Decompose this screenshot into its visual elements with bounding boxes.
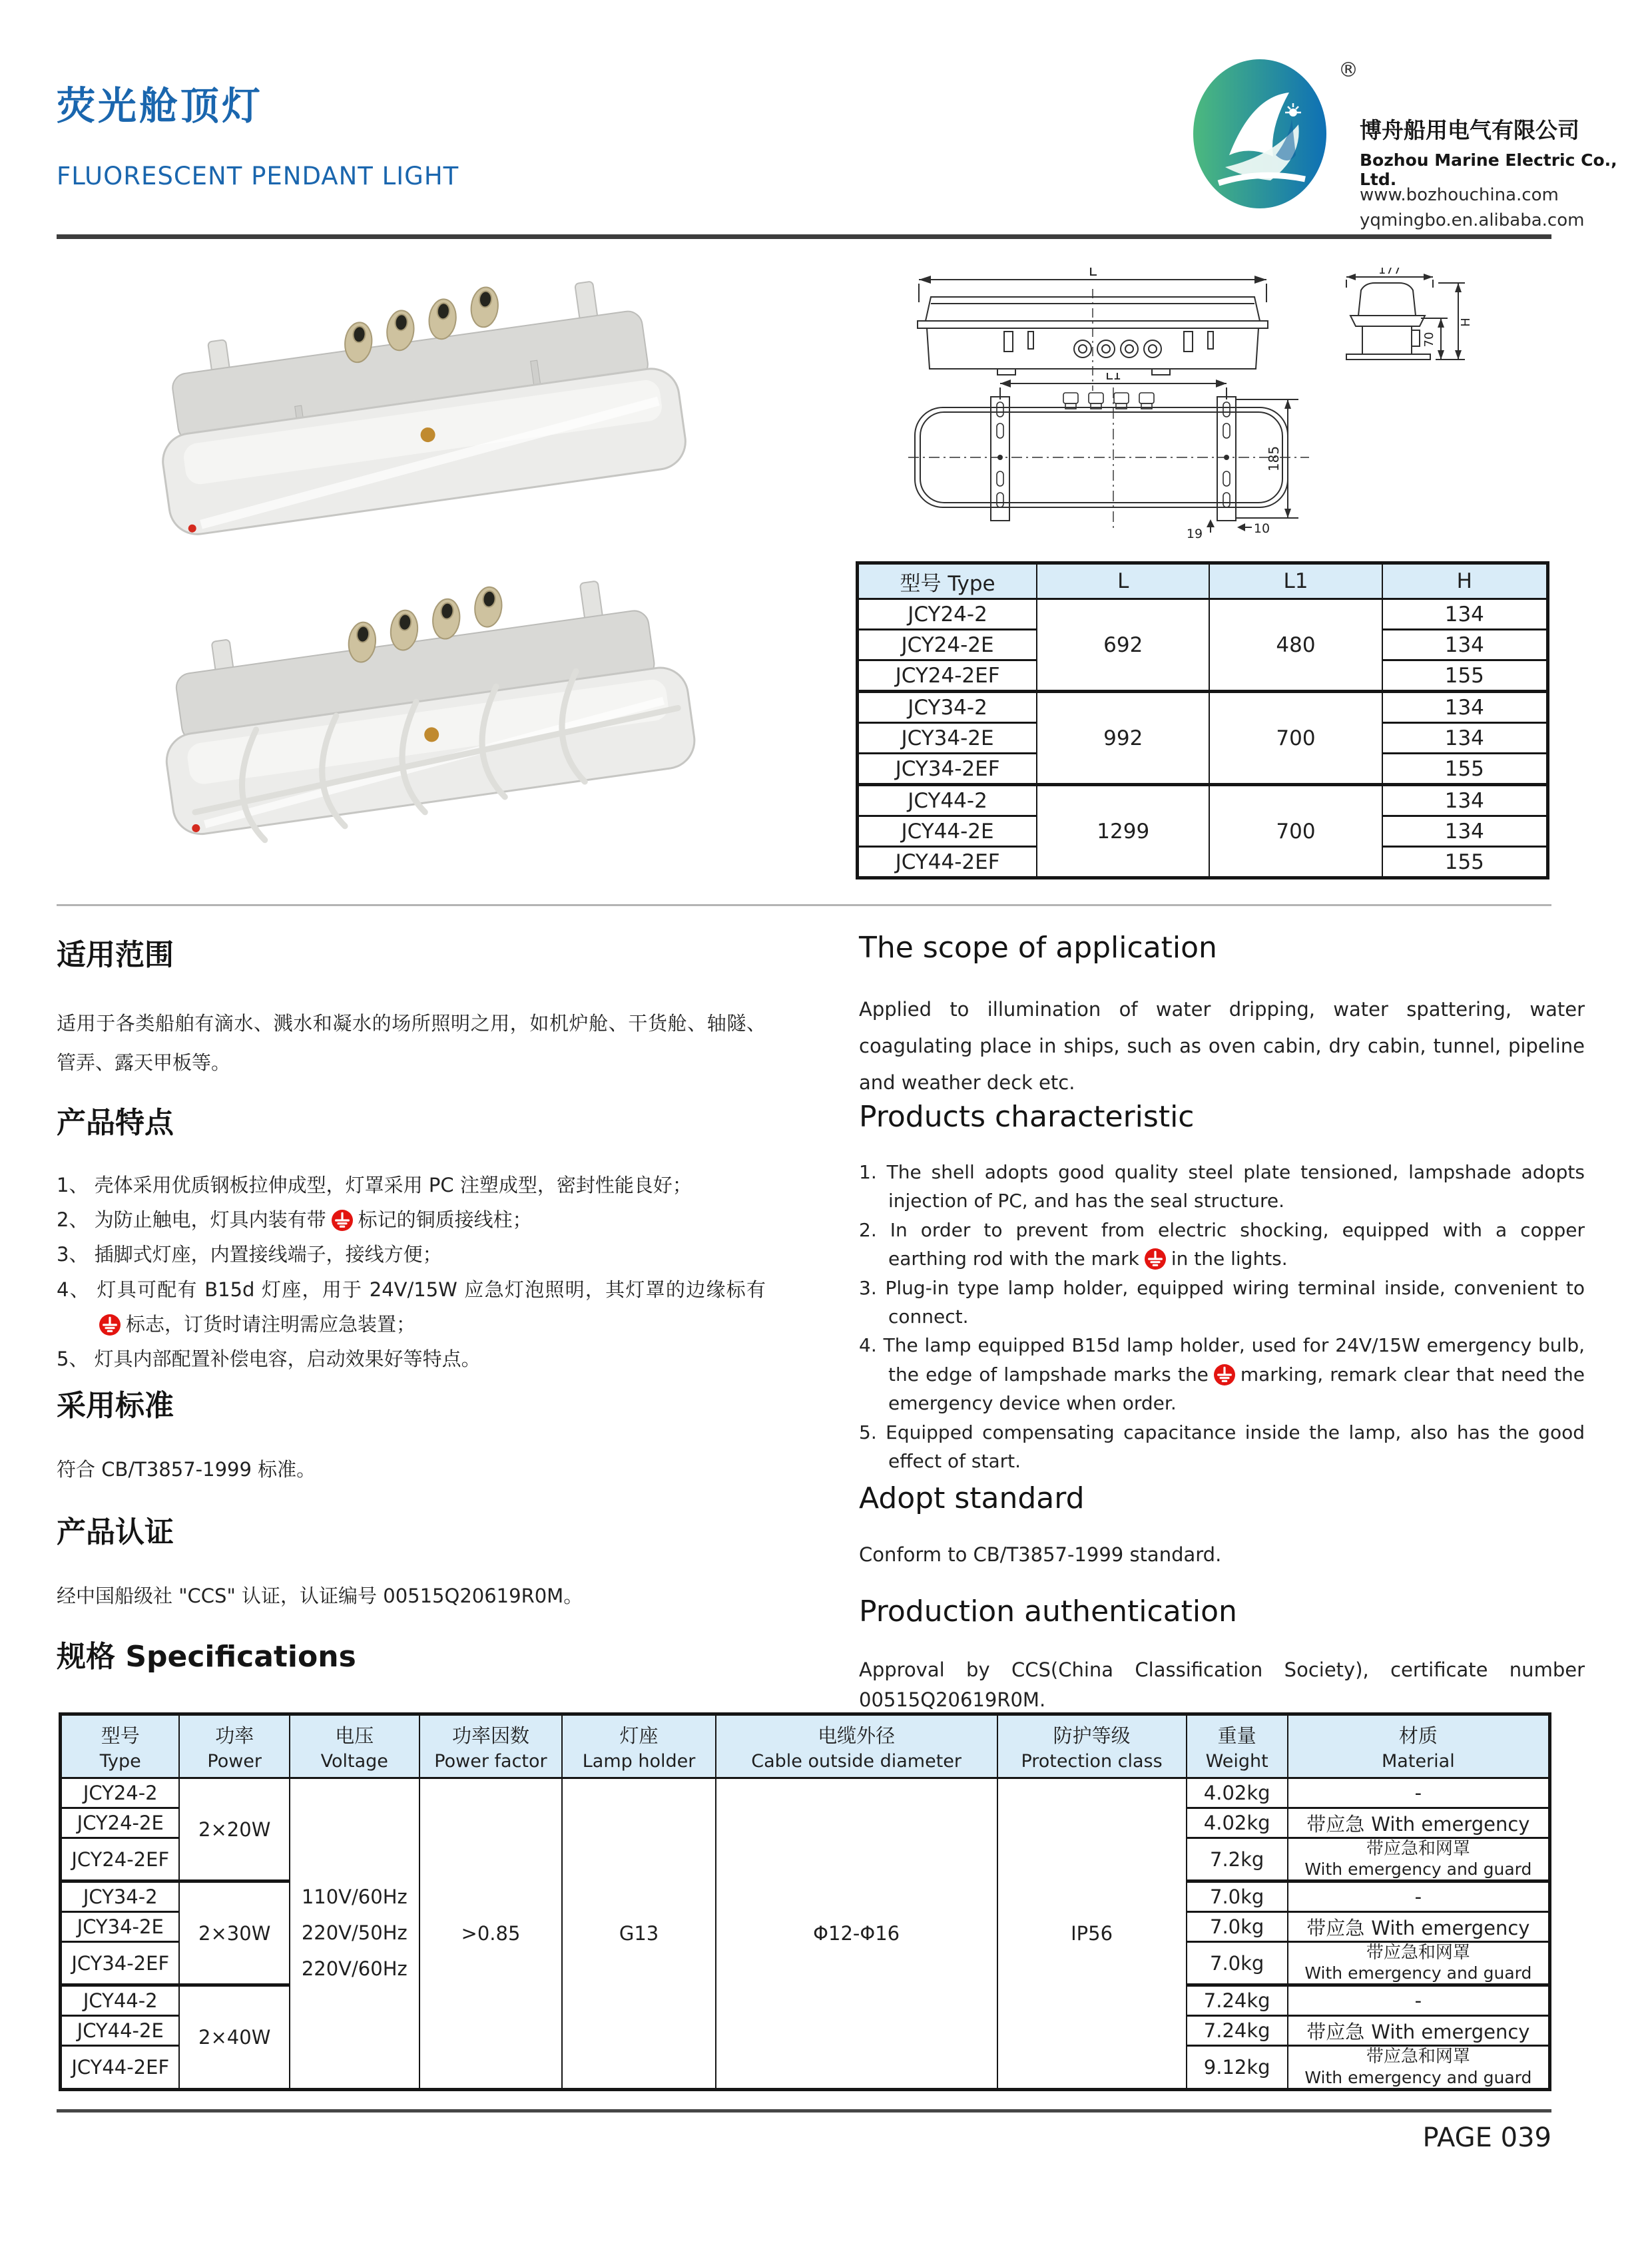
section-authentication-en bbox=[859, 1595, 1585, 1715]
section-title: 产品认证 bbox=[57, 1515, 174, 1549]
col-header-weight: 重量 Weight bbox=[1187, 1714, 1288, 1778]
header-divider bbox=[57, 234, 1551, 239]
section-scope-zh bbox=[57, 931, 766, 1083]
cell-H: 134 bbox=[1382, 723, 1548, 754]
table-row bbox=[858, 599, 1548, 630]
cell-type: JCY44-2E bbox=[61, 2016, 180, 2046]
cell-H: 155 bbox=[1382, 660, 1548, 692]
cell-voltage: 110V/60Hz 220V/50Hz 220V/60Hz bbox=[290, 1778, 419, 2090]
cell-material: - bbox=[1288, 1881, 1550, 1912]
cell-type: JCY24-2E bbox=[858, 630, 1037, 660]
specifications-heading: 规格 Specifications bbox=[57, 1640, 356, 1674]
section-body: Conform to CB/T3857-1999 standard. bbox=[859, 1543, 1222, 1566]
section-title: Production authentication bbox=[859, 1595, 1237, 1628]
cell-material: 带应急 With emergency bbox=[1288, 2016, 1550, 2046]
cell-L1: 700 bbox=[1209, 692, 1382, 785]
cell-type: JCY24-2E bbox=[61, 1808, 180, 1838]
col-header-voltage: 电压 Voltage bbox=[290, 1714, 419, 1778]
cell-material: - bbox=[1288, 1985, 1550, 2016]
section-standard-en bbox=[859, 1481, 1585, 1566]
feature-item: 2、 为防止触电，灯具内装有带 标记的铜质接线柱； bbox=[57, 1208, 532, 1232]
section-body: Approval by CCS(China Classification Society), certificate number 00515Q20619R0M. bbox=[859, 1658, 1585, 1711]
col-header-power-factor: 功率因数 Power factor bbox=[419, 1714, 563, 1778]
cell-protection-class: IP56 bbox=[997, 1778, 1187, 2090]
cell-L: 1299 bbox=[1037, 785, 1209, 878]
section-body: 经中国船级社 "CCS" 认证，认证编号 00515Q20619R0M。 bbox=[57, 1585, 583, 1607]
product-photo-plain bbox=[79, 274, 786, 571]
drawing-plan-view bbox=[899, 373, 1318, 543]
section-certification-zh bbox=[57, 1508, 766, 1609]
company-name-en: Bozhou Marine Electric Co., Ltd. bbox=[1360, 150, 1617, 189]
section-title: 采用标准 bbox=[57, 1389, 174, 1423]
cell-type: JCY34-2EF bbox=[858, 754, 1037, 785]
svg-text:70: 70 bbox=[1422, 332, 1436, 348]
svg-text:10: 10 bbox=[1253, 521, 1270, 536]
spec-table-header-row bbox=[61, 1714, 1550, 1778]
company-website-1: www.bozhouchina.com bbox=[1360, 185, 1559, 205]
col-header-cable-diameter: 电缆外径 Cable outside diameter bbox=[716, 1714, 997, 1778]
cell-type: JCY44-2 bbox=[858, 785, 1037, 816]
cell-type: JCY24-2 bbox=[61, 1778, 180, 1808]
cell-H: 134 bbox=[1382, 785, 1548, 816]
cell-material: 带应急和网罩 With emergency and guard bbox=[1288, 1942, 1550, 1985]
cell-type: JCY44-2EF bbox=[61, 2046, 180, 2089]
cell-weight: 4.02kg bbox=[1187, 1778, 1288, 1808]
cell-H: 155 bbox=[1382, 754, 1548, 785]
cell-L: 692 bbox=[1037, 599, 1209, 692]
cell-H: 134 bbox=[1382, 692, 1548, 723]
cell-weight: 7.0kg bbox=[1187, 1881, 1288, 1912]
cell-cable-diameter: Φ12-Φ16 bbox=[716, 1778, 997, 2090]
cell-material: 带应急和网罩 With emergency and guard bbox=[1288, 2046, 1550, 2089]
feature-item: 3. Plug-in type lamp holder, equipped wiring terminal inside, convenient to connect. bbox=[859, 1276, 1585, 1328]
cell-power: 2×40W bbox=[179, 1985, 290, 2089]
cell-type: JCY24-2EF bbox=[858, 660, 1037, 692]
svg-text:185: 185 bbox=[1266, 445, 1282, 472]
table-row bbox=[61, 1778, 1550, 1808]
company-name-zh: 博舟船用电气有限公司 bbox=[1360, 117, 1579, 143]
cell-type: JCY44-2 bbox=[61, 1985, 180, 2016]
col-header-L: L bbox=[1037, 563, 1209, 599]
cell-type: JCY34-2EF bbox=[61, 1942, 180, 1985]
feature-item: 1、 壳体采用优质钢板拉伸成型，灯罩采用 PC 注塑成型，密封性能良好； bbox=[57, 1174, 692, 1196]
section-divider bbox=[57, 904, 1551, 906]
earth-ground-icon bbox=[332, 1210, 353, 1231]
section-title: Adopt standard bbox=[859, 1481, 1085, 1515]
cell-type: JCY44-2EF bbox=[858, 847, 1037, 878]
col-header-type: 型号 Type bbox=[858, 563, 1037, 599]
col-header-type: 型号 Type bbox=[61, 1714, 180, 1778]
col-header-power: 功率 Power bbox=[179, 1714, 290, 1778]
cell-material: 带应急 With emergency bbox=[1288, 1808, 1550, 1838]
feature-item: 5. Equipped compensating capacitance inside the lamp, also has the good effect of start. bbox=[859, 1421, 1585, 1472]
svg-text:19: 19 bbox=[1186, 527, 1203, 541]
cell-power-factor: >0.85 bbox=[419, 1778, 563, 2090]
footer-divider bbox=[57, 2109, 1551, 2113]
cell-weight: 7.24kg bbox=[1187, 1985, 1288, 2016]
cell-power: 2×30W bbox=[179, 1881, 290, 1985]
drawing-side-view bbox=[1334, 268, 1482, 373]
table-row bbox=[858, 692, 1548, 723]
earth-ground-icon bbox=[1145, 1248, 1166, 1270]
feature-item: 5、 灯具内部配置补偿电容，启动效果好等特点。 bbox=[57, 1347, 481, 1370]
section-characteristic-en bbox=[859, 1100, 1585, 1475]
cell-H: 134 bbox=[1382, 816, 1548, 847]
cell-L1: 700 bbox=[1209, 785, 1382, 878]
section-title: Products characteristic bbox=[859, 1100, 1195, 1134]
cell-material: 带应急和网罩 With emergency and guard bbox=[1288, 1838, 1550, 1881]
svg-text:H: H bbox=[1459, 318, 1473, 327]
specifications-table bbox=[59, 1712, 1551, 2091]
cell-type: JCY34-2 bbox=[858, 692, 1037, 723]
cell-L: 992 bbox=[1037, 692, 1209, 785]
cell-type: JCY34-2E bbox=[61, 1912, 180, 1942]
page-title-en: FLUORESCENT PENDANT LIGHT bbox=[57, 162, 459, 190]
cell-weight: 7.24kg bbox=[1187, 2016, 1288, 2046]
col-header-H: H bbox=[1382, 563, 1548, 599]
cell-weight: 7.0kg bbox=[1187, 1942, 1288, 1985]
page-title-zh: 荧光舱顶灯 bbox=[57, 83, 264, 128]
table-row bbox=[858, 785, 1548, 816]
cell-L1: 480 bbox=[1209, 599, 1382, 692]
company-logo bbox=[1191, 55, 1334, 212]
cell-power: 2×20W bbox=[179, 1778, 290, 1881]
section-features-zh bbox=[57, 1099, 766, 1376]
cell-type: JCY24-2 bbox=[858, 599, 1037, 630]
col-header-L1: L1 bbox=[1209, 563, 1382, 599]
cell-weight: 7.2kg bbox=[1187, 1838, 1288, 1881]
feature-item: 4、 灯具可配有 B15d 灯座，用于 24V/15W 应急灯泡照明，其灯罩的边缘标有 标志，订货时请注明需应急装置； bbox=[57, 1278, 766, 1336]
page-number: PAGE 039 bbox=[1422, 2122, 1551, 2153]
cell-lamp-holder: G13 bbox=[562, 1778, 715, 2090]
registered-trademark-mark: ® bbox=[1338, 59, 1358, 82]
section-body: Applied to illumination of water dripping, water spattering, water coagulating place in ships, such as oven cabin, dry cabin, tunnel, pipeline and weather deck etc. bbox=[859, 998, 1585, 1095]
col-header-protection-class: 防护等级 Protection class bbox=[997, 1714, 1187, 1778]
section-standard-zh bbox=[57, 1381, 766, 1482]
cell-type: JCY34-2E bbox=[858, 723, 1037, 754]
section-body: 适用于各类船舶有滴水、溅水和凝水的场所照明之用，如机炉舱、干货舱、轴隧、管弄、露天甲板等。 bbox=[57, 1012, 766, 1075]
section-body: 符合 CB/T3857-1999 标准。 bbox=[57, 1458, 316, 1481]
svg-text:L: L bbox=[1088, 268, 1097, 280]
feature-item: 3、 插脚式灯座，内置接线端子，接线方便； bbox=[57, 1243, 442, 1266]
cell-type: JCY44-2E bbox=[858, 816, 1037, 847]
col-header-lamp-holder: 灯座 Lamp holder bbox=[562, 1714, 715, 1778]
cell-H: 134 bbox=[1382, 599, 1548, 630]
section-title: The scope of application bbox=[859, 931, 1217, 965]
feature-item: 1. The shell adopts good quality steel plate tensioned, lampshade adopts injection of PC, and has the seal structure. bbox=[859, 1161, 1585, 1212]
cell-weight: 7.0kg bbox=[1187, 1912, 1288, 1942]
cell-H: 155 bbox=[1382, 847, 1548, 878]
earth-ground-icon bbox=[99, 1314, 121, 1336]
feature-item: 2. In order to prevent from electric shocking, equipped with a copper earthing rod with the mark in the lights. bbox=[859, 1218, 1585, 1270]
dimension-table-header-row bbox=[858, 563, 1548, 599]
cell-type: JCY24-2EF bbox=[61, 1838, 180, 1881]
cell-material: 带应急 With emergency bbox=[1288, 1912, 1550, 1942]
section-scope-en bbox=[859, 931, 1585, 1101]
svg-text:L1: L1 bbox=[1105, 373, 1121, 383]
feature-item: 4. The lamp equipped B15d lamp holder, used for 24V/15W emergency bulb, the edge of lampshade marks the marking, remark clear that need the emergency device when order. bbox=[859, 1334, 1585, 1415]
product-photo-with-guard bbox=[79, 574, 796, 873]
cell-weight: 4.02kg bbox=[1187, 1808, 1288, 1838]
company-website-2: yqmingbo.en.alibaba.com bbox=[1360, 210, 1585, 230]
sailboat-logo-icon bbox=[1191, 55, 1334, 212]
section-title: 适用范围 bbox=[57, 938, 174, 972]
dimension-table bbox=[856, 561, 1549, 879]
section-title: 产品特点 bbox=[57, 1106, 174, 1140]
col-header-material: 材质 Material bbox=[1288, 1714, 1550, 1778]
earth-ground-icon bbox=[1214, 1364, 1235, 1385]
cell-H: 134 bbox=[1382, 630, 1548, 660]
svg-text:177: 177 bbox=[1378, 268, 1402, 277]
cell-material: - bbox=[1288, 1778, 1550, 1808]
cell-weight: 9.12kg bbox=[1187, 2046, 1288, 2089]
cell-type: JCY34-2 bbox=[61, 1881, 180, 1912]
